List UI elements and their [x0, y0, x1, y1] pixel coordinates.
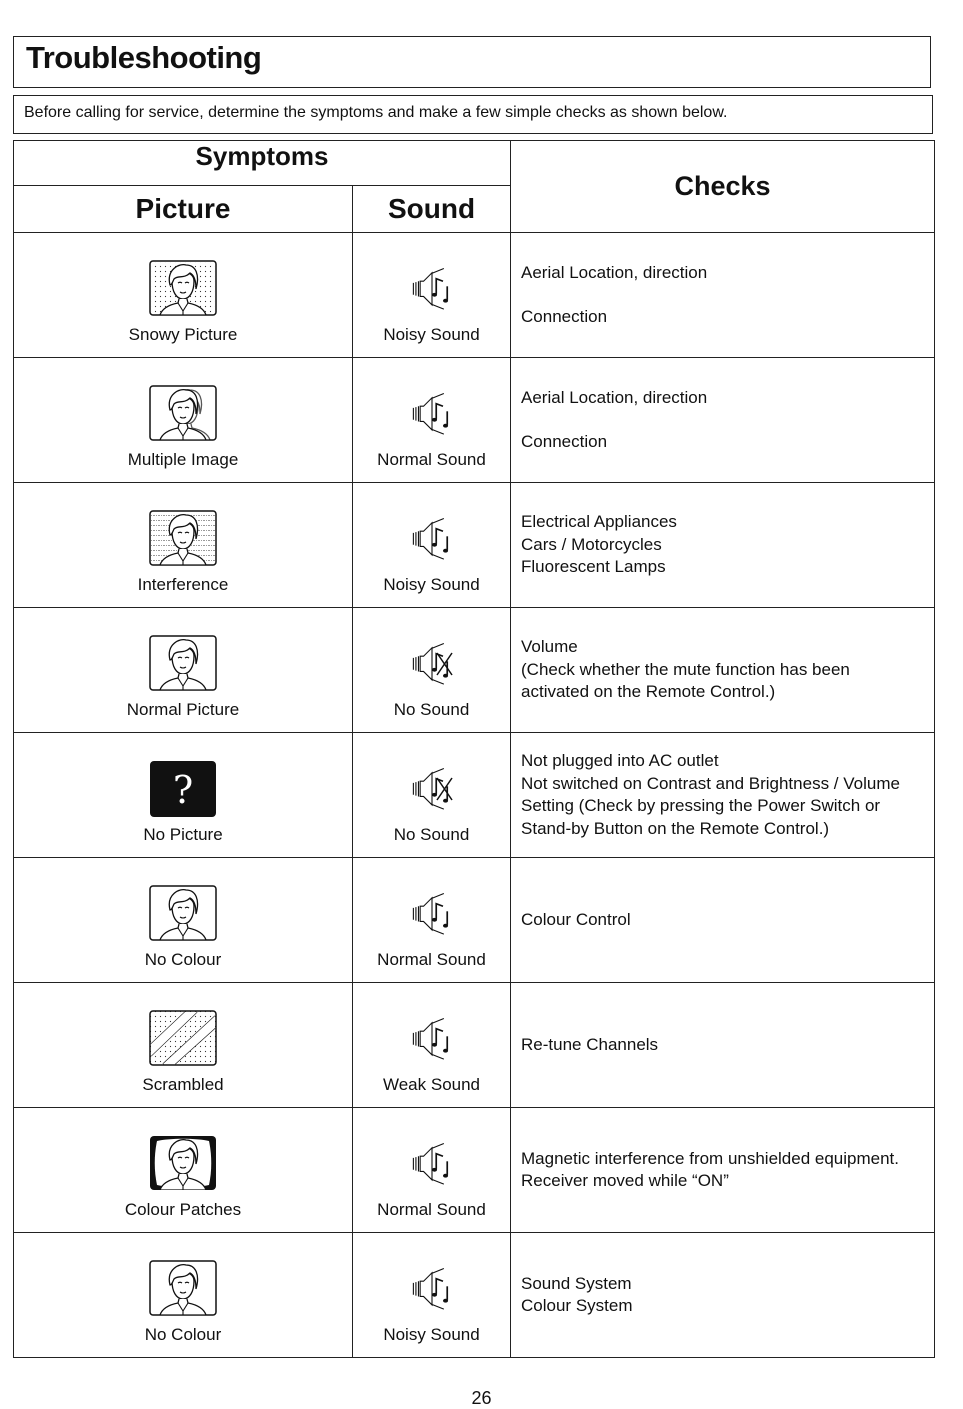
check-line: Magnetic interference from unshielded equipment. [521, 1148, 900, 1168]
sound-cell [353, 983, 511, 1108]
sound-cell [353, 608, 511, 733]
speaker-normal-icon [410, 891, 454, 935]
header-row [14, 141, 935, 186]
checks-cell [511, 483, 935, 608]
checks-cell [511, 608, 935, 733]
snowy-picture-icon [149, 260, 217, 316]
picture-label: No Colour [144, 1325, 222, 1344]
interference-icon [149, 510, 217, 566]
check-line: Setting (Check by pressing the Power Switch or [521, 796, 881, 815]
check-line: Colour Control [521, 909, 631, 929]
intro-text: Before calling for service, determine the symptoms and make a few simple checks as shown below. [24, 104, 728, 121]
picture-cell [14, 983, 353, 1108]
speaker-normal-icon [410, 391, 454, 435]
picture-cell [14, 483, 353, 608]
troubleshooting-table [13, 140, 935, 1358]
table-row [14, 1108, 935, 1233]
check-line: Fluorescent Lamps [521, 557, 666, 577]
no-colour-icon [149, 1260, 217, 1316]
speaker-muted-icon [410, 766, 454, 810]
no-picture-icon [149, 760, 217, 818]
check-line: Cars / Motorcycles [521, 534, 662, 554]
checks-cell [511, 733, 935, 858]
checks-cell [511, 983, 935, 1108]
picture-label: Snowy Picture [128, 325, 238, 344]
title-box [13, 36, 931, 88]
picture-label: Interference [137, 575, 229, 594]
sound-label: Noisy Sound [383, 575, 480, 594]
speaker-noisy-icon [410, 266, 454, 310]
checks-cell [511, 1108, 935, 1233]
picture-cell [14, 1108, 353, 1233]
check-line: Receiver moved while “ON” [521, 1171, 729, 1190]
no-colour-icon [149, 885, 217, 941]
table-row [14, 483, 935, 608]
picture-cell [14, 858, 353, 983]
picture-label: Normal Picture [126, 700, 240, 719]
sound-cell [353, 733, 511, 858]
table-row [14, 608, 935, 733]
picture-label: No Colour [144, 950, 222, 969]
sound-label: No Sound [393, 825, 470, 844]
check-line: Re-tune Channels [521, 1034, 659, 1054]
check-line: (Check whether the mute function has been [521, 659, 850, 679]
check-line: Not plugged into AC outlet [521, 751, 719, 770]
picture-cell [14, 233, 353, 358]
check-line: Colour System [521, 1296, 633, 1315]
sound-label: Normal Sound [377, 950, 486, 969]
check-gap [521, 284, 924, 306]
speaker-noisy-icon [410, 516, 454, 560]
scrambled-icon [149, 1010, 217, 1066]
speaker-noisy-icon [410, 1266, 454, 1310]
check-line: Volume [521, 637, 578, 657]
check-line: Connection [521, 307, 608, 326]
check-line: Aerial Location, direction [521, 387, 708, 407]
check-line: Sound System [521, 1273, 632, 1293]
table-row [14, 358, 935, 483]
picture-label: Multiple Image [127, 450, 239, 469]
page-title: Troubleshooting [26, 40, 262, 75]
sound-header: Sound [353, 186, 511, 233]
colour-patches-icon [149, 1135, 217, 1191]
check-line: Aerial Location, direction [521, 262, 708, 282]
checks-header: Checks [511, 141, 935, 233]
checks-cell [511, 1233, 935, 1358]
intro-box [13, 95, 933, 134]
picture-cell [14, 733, 353, 858]
check-line: Not switched on Contrast and Brightness / Volume [521, 773, 900, 793]
picture-cell [14, 358, 353, 483]
normal-picture-icon [149, 635, 217, 691]
picture-header: Picture [14, 186, 353, 233]
check-line: activated on the Remote Control.) [521, 682, 776, 702]
no-picture-glyph: ? [172, 768, 194, 812]
picture-cell [14, 1233, 353, 1358]
sound-cell [353, 358, 511, 483]
picture-label: Scrambled [142, 1075, 224, 1094]
sound-cell [353, 483, 511, 608]
speaker-normal-icon [410, 1141, 454, 1185]
sound-label: No Sound [393, 700, 470, 719]
table-row [14, 983, 935, 1108]
multiple-image-icon [149, 385, 217, 441]
picture-label: No Picture [143, 825, 223, 844]
picture-label: Colour Patches [124, 1200, 242, 1219]
sound-label: Normal Sound [377, 450, 486, 469]
checks-cell [511, 233, 935, 358]
sound-label: Weak Sound [382, 1075, 481, 1094]
check-gap [521, 409, 924, 431]
table-row [14, 733, 935, 858]
check-line: Electrical Appliances [521, 512, 677, 532]
checks-cell [511, 358, 935, 483]
table-row [14, 1233, 935, 1358]
sound-label: Noisy Sound [383, 1325, 480, 1344]
picture-cell [14, 608, 353, 733]
table-row [14, 858, 935, 983]
speaker-muted-icon [410, 641, 454, 685]
sound-cell [353, 1233, 511, 1358]
symptoms-header: Symptoms [14, 141, 511, 186]
checks-cell [511, 858, 935, 983]
sound-label: Normal Sound [377, 1200, 486, 1219]
sound-cell [353, 1108, 511, 1233]
table-row [14, 233, 935, 358]
sound-label: Noisy Sound [383, 325, 480, 344]
speaker-weak-icon [410, 1016, 454, 1060]
check-line: Connection [521, 432, 608, 451]
sound-cell [353, 233, 511, 358]
sound-cell [353, 858, 511, 983]
page-number: 26 [471, 1388, 492, 1408]
check-line: Stand-by Button on the Remote Control.) [521, 818, 830, 838]
